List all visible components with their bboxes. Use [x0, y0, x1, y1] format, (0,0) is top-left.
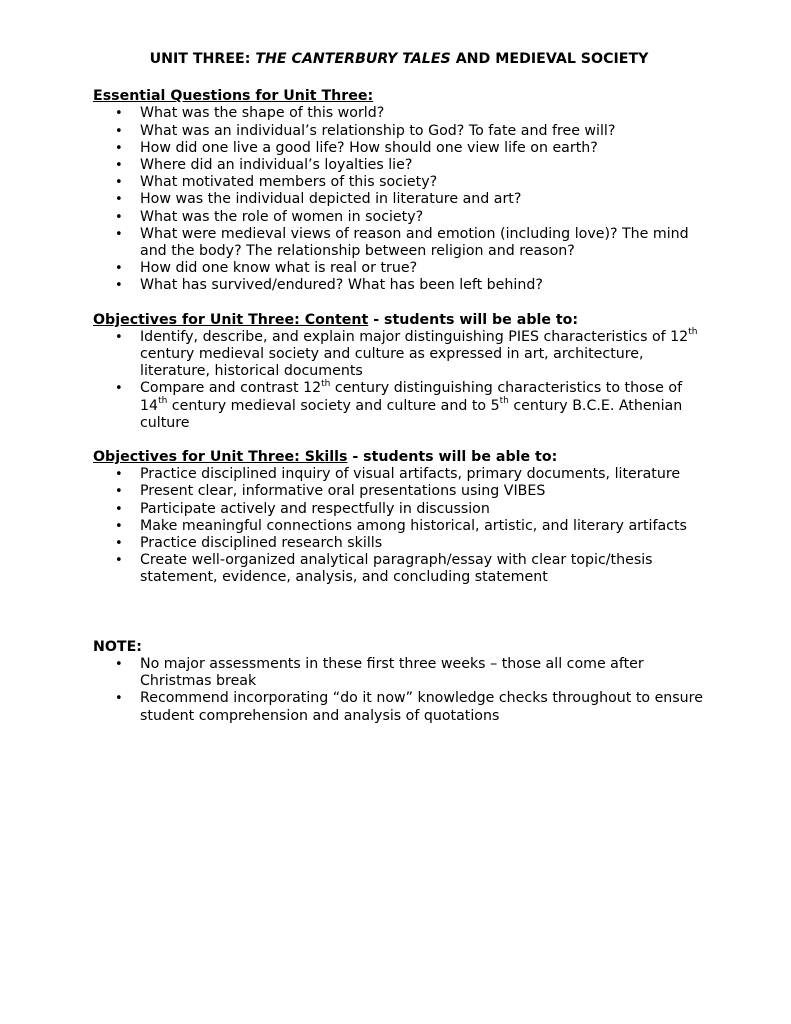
bullet-icon: • [115, 209, 123, 225]
list-item [93, 209, 713, 226]
bullet-icon: • [115, 158, 123, 174]
list-item-text: What has survived/endured? What has been left behind? [140, 277, 543, 294]
essential-questions-list [93, 105, 713, 294]
list-item-text: No major assessments in these first three weeks – those all come after Christmas break [140, 655, 644, 690]
list-item-text: Identify, describe, and explain major distinguishing PIES characteristics of 12th century medieval society and culture as expressed in art, architecture, literature, historical documents [140, 327, 698, 380]
note-list [93, 656, 713, 725]
list-item [93, 518, 713, 535]
list-item [93, 380, 713, 432]
title-italic: THE CANTERBURY TALES [255, 51, 451, 67]
list-item [93, 501, 713, 518]
list-item [93, 329, 713, 381]
bullet-icon: • [115, 484, 123, 500]
bullet-icon: • [115, 501, 123, 517]
document-page [93, 51, 713, 725]
list-item [93, 105, 713, 122]
essential-questions-section [93, 88, 713, 294]
list-item [93, 656, 713, 690]
list-item [93, 140, 713, 157]
bullet-icon: • [115, 518, 123, 534]
list-item-text: What was an individual’s relationship to God? To fate and free will? [140, 122, 616, 139]
list-item [93, 260, 713, 277]
list-item-text: Recommend incorporating “do it now” knowledge checks throughout to ensure student comprehension and analysis of quotations [140, 690, 703, 724]
list-item-text: What was the shape of this world? [140, 105, 385, 122]
bullet-icon: • [115, 381, 123, 397]
list-item-text: Compare and contrast 12th century distinguishing characteristics to those of 14th century medieval society and culture and to 5th century B.C.E. Athenian culture [140, 378, 683, 431]
bullet-icon: • [115, 278, 123, 294]
list-item-text: Create well-organized analytical paragraph/essay with clear topic/thesis statement, evidence, analysis, and concluding statement [140, 552, 653, 586]
list-item [93, 277, 713, 294]
bullet-icon: • [115, 123, 123, 139]
objectives-skills-list [93, 466, 713, 586]
list-item [93, 690, 713, 724]
list-item-text: Where did an individual’s loyalties lie? [140, 157, 413, 174]
list-item-text: Make meaningful connections among historical, artistic, and literary artifacts [140, 517, 687, 534]
bullet-icon: • [115, 467, 123, 483]
list-item [93, 174, 713, 191]
title-prefix: UNIT THREE: [149, 51, 256, 67]
objectives-skills-heading [93, 449, 713, 466]
bullet-icon: • [115, 261, 123, 277]
objectives-content-section [93, 312, 713, 432]
list-item-text: How did one know what is real or true? [140, 260, 418, 277]
objectives-skills-section [93, 449, 713, 587]
list-item-text: Practice disciplined inquiry of visual artifacts, primary documents, literature [140, 466, 681, 483]
list-item [93, 483, 713, 500]
list-item-text: Practice disciplined research skills [140, 535, 383, 552]
document-title [120, 51, 678, 68]
essential-questions-heading-text: Essential Questions for Unit Three: [93, 88, 374, 105]
bullet-icon: • [115, 140, 123, 156]
list-item [93, 466, 713, 483]
objectives-content-heading [93, 312, 713, 329]
bullet-icon: • [115, 691, 123, 707]
objectives-content-heading-underlined: Objectives for Unit Three: Content [93, 311, 369, 328]
bullet-icon: • [115, 226, 123, 242]
list-item-text: How did one live a good life? How should one view life on earth? [140, 139, 598, 156]
bullet-icon: • [115, 553, 123, 569]
note-heading: NOTE: [93, 638, 142, 655]
bullet-icon: • [115, 106, 123, 122]
list-item [93, 157, 713, 174]
objectives-content-heading-rest: - students will be able to: [368, 311, 579, 328]
list-item [93, 191, 713, 208]
list-item-text: What motivated members of this society? [140, 174, 438, 191]
bullet-icon: • [115, 656, 123, 672]
bullet-icon: • [115, 329, 123, 345]
objectives-skills-heading-rest: - students will be able to: [347, 449, 558, 466]
list-item [93, 226, 713, 260]
bullet-icon: • [115, 536, 123, 552]
note-section [93, 639, 713, 725]
essential-questions-heading [93, 88, 713, 105]
objectives-skills-heading-underlined: Objectives for Unit Three: Skills [93, 449, 348, 466]
objectives-content-list [93, 329, 713, 432]
title-suffix: AND MEDIEVAL SOCIETY [450, 51, 649, 67]
bullet-icon: • [115, 175, 123, 191]
list-item-text: Present clear, informative oral presentations using VIBES [140, 483, 546, 500]
bullet-icon: • [115, 192, 123, 208]
list-item-text: What were medieval views of reason and emotion (including love)? The mind and the body? The relationship between religion and reason? [140, 225, 689, 260]
list-item-text: Participate actively and respectfully in discussion [140, 500, 490, 517]
list-item-text: How was the individual depicted in literature and art? [140, 191, 522, 208]
list-item [93, 123, 713, 140]
list-item-text: What was the role of women in society? [140, 208, 424, 225]
list-item [93, 535, 713, 552]
list-item [93, 552, 713, 586]
